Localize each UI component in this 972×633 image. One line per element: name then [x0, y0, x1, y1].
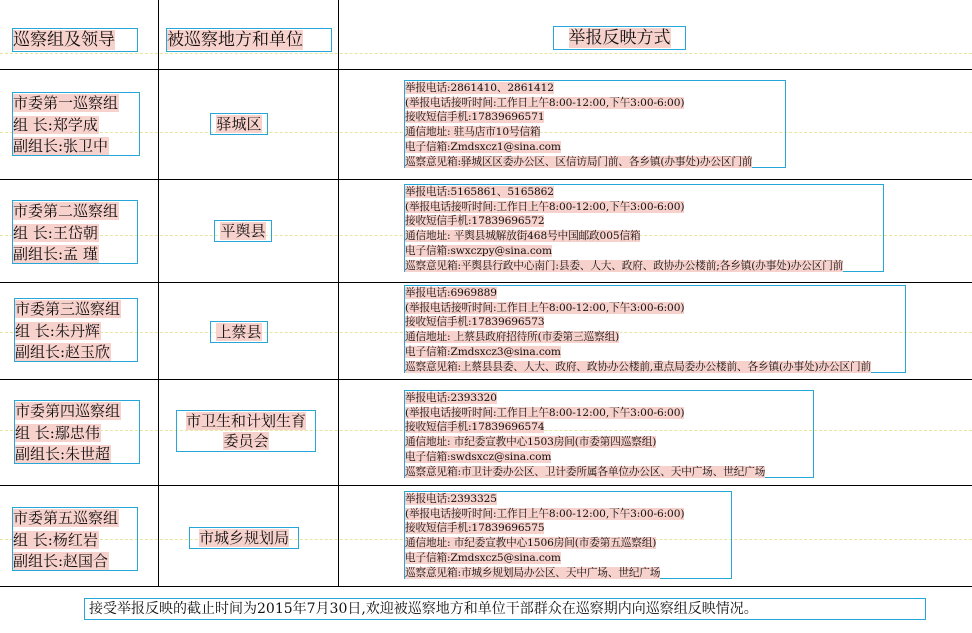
report-info	[404, 80, 786, 168]
report-phone: 举报电话:2393320	[405, 392, 497, 404]
group-name: 市委第五巡察组	[13, 509, 119, 527]
report-box: 巡察意见箱:上蔡县县委、人大、政府、政协办公楼前,重点局委办公楼前、各乡镇(办事处)办公区门前	[405, 360, 872, 373]
group-name: 市委第二巡察组	[13, 202, 119, 220]
report-email[interactable]: 电子信箱:Zmdsxcz5@sina.com	[405, 551, 561, 564]
report-sms: 接收短信手机:17839696574	[405, 421, 545, 434]
report-hours: (举报电话接听时间:工作日上午8:00-12:00,下午3:00-6:00)	[405, 200, 685, 213]
row-divider	[0, 69, 972, 70]
table-divider-2	[338, 0, 339, 586]
report-phone: 举报电话:2861410、2861412	[405, 82, 554, 94]
place-line: 市卫生和计划生育	[185, 412, 306, 430]
leader-block	[14, 298, 138, 362]
report-email[interactable]: 电子信箱:swdsxcz@sina.com	[405, 450, 552, 463]
report-box: 巡察意见箱:市卫计委办公区、卫计委所属各单位办公区、天中广场、世纪广场	[405, 465, 766, 478]
report-info	[404, 184, 884, 272]
place-line: 上蔡县	[216, 323, 262, 341]
group-name: 市委第四巡察组	[15, 402, 121, 420]
inspected-place	[214, 220, 272, 242]
row-divider	[0, 282, 972, 283]
leader-block	[12, 92, 140, 156]
inspected-place	[176, 410, 316, 452]
group-deputy: 副组长:张卫中	[13, 137, 109, 155]
inspected-place	[189, 527, 299, 549]
report-phone: 举报电话:5165861、5165862	[405, 186, 554, 198]
report-address: 通信地址: 市纪委宣教中心1506房间(市委第五巡察组)	[405, 537, 657, 550]
place-line: 委员会	[223, 432, 269, 450]
report-hours: (举报电话接听时间:工作日上午8:00-12:00,下午3:00-6:00)	[405, 406, 685, 419]
header-text: 举报反映方式	[568, 28, 671, 48]
report-phone: 举报电话:6969889	[405, 287, 497, 299]
report-sms: 接收短信手机:17839696571	[405, 111, 545, 124]
report-box: 巡察意见箱:驿城区区委办公区、区信访局门前、各乡镇(办事处)办公区门前	[405, 155, 753, 168]
group-leader: 组 长:郑学成	[13, 115, 98, 134]
group-deputy: 副组长:赵玉欣	[15, 343, 111, 361]
report-address: 通信地址: 市纪委宣教中心1503房间(市委第四巡察组)	[405, 436, 657, 449]
group-name: 市委第一巡察组	[13, 94, 119, 112]
place-line: 驿城区	[216, 115, 262, 133]
group-leader: 组 长:朱丹辉	[15, 321, 100, 340]
report-hours: (举报电话接听时间:工作日上午8:00-12:00,下午3:00-6:00)	[405, 507, 685, 520]
group-deputy: 副组长:赵国合	[13, 552, 109, 570]
row-divider	[0, 179, 972, 180]
guide-line	[0, 53, 972, 54]
leader-block	[12, 507, 138, 571]
group-deputy: 副组长:孟 瑾	[13, 245, 98, 263]
row-divider	[0, 379, 972, 380]
footer-notice	[84, 598, 926, 620]
report-info	[404, 390, 814, 478]
report-box: 巡察意见箱:平舆县行政中心南门:县委、人大、政府、政协办公楼前;各乡镇(办事处)办公区门前	[405, 259, 844, 272]
place-line: 平舆县	[220, 222, 266, 240]
report-address: 通信地址: 上蔡县政府招待所(市委第三巡察组)	[405, 331, 620, 344]
row-divider	[0, 485, 972, 486]
inspected-place	[210, 113, 268, 135]
inspected-place	[210, 321, 268, 343]
header-report-method	[553, 26, 686, 50]
group-deputy: 副组长:朱世超	[15, 445, 111, 463]
report-hours: (举报电话接听时间:工作日上午8:00-12:00,下午3:00-6:00)	[405, 301, 685, 314]
group-leader: 组 长:杨红岩	[13, 530, 98, 549]
group-leader: 组 长:王岱朝	[13, 223, 98, 242]
report-info	[404, 285, 906, 373]
header-group-leader	[12, 28, 138, 52]
group-name: 市委第三巡察组	[15, 300, 121, 318]
header-inspected-unit	[166, 28, 332, 52]
header-text: 被巡察地方和单位	[167, 30, 303, 50]
place-line: 市城乡规划局	[198, 529, 289, 547]
report-hours: (举报电话接听时间:工作日上午8:00-12:00,下午3:00-6:00)	[405, 96, 685, 109]
group-leader: 组 长:鄢忠伟	[15, 423, 100, 442]
report-address: 通信地址: 平舆县城解放街468号中国邮政005信箱	[405, 230, 641, 243]
report-sms: 接收短信手机:17839696572	[405, 215, 545, 228]
footer-text: 接受举报反映的截止时间为2015年7月30日,欢迎被巡察地方和单位干部群众在巡察期内向巡察组反映情况。	[89, 601, 758, 617]
leader-block	[12, 200, 138, 264]
report-phone: 举报电话:2393325	[405, 493, 497, 505]
report-email[interactable]: 电子信箱:Zmdsxcz1@sina.com	[405, 140, 561, 153]
header-text: 巡察组及领导	[13, 30, 115, 50]
row-divider	[0, 586, 972, 587]
report-address: 通信地址: 驻马店市10号信箱	[405, 126, 541, 139]
table-divider-1	[158, 0, 159, 586]
report-sms: 接收短信手机:17839696575	[405, 522, 545, 535]
report-sms: 接收短信手机:17839696573	[405, 316, 545, 329]
report-email[interactable]: 电子信箱:Zmdsxcz3@sina.com	[405, 345, 561, 358]
report-info	[404, 491, 732, 579]
report-box: 巡察意见箱:市城乡规划局办公区、天中广场、世纪广场	[405, 566, 661, 579]
report-email[interactable]: 电子信箱:swxczpy@sina.com	[405, 244, 552, 257]
leader-block	[14, 400, 140, 464]
